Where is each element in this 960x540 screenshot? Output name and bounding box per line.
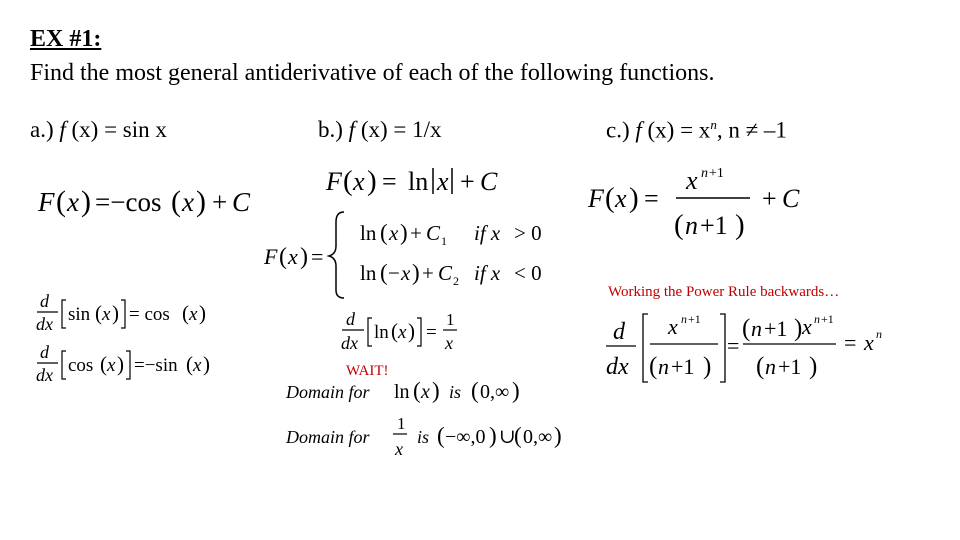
part-c-check <box>606 310 896 392</box>
svg-text:): ) <box>203 352 210 376</box>
svg-text:−∞,0: −∞,0 <box>445 426 486 448</box>
svg-text:n: n <box>681 312 687 326</box>
svg-text:Domain for: Domain for <box>286 427 370 447</box>
svg-text:): ) <box>735 209 745 241</box>
svg-text:+: + <box>410 221 422 245</box>
svg-text:=−cos: =−cos <box>95 187 162 217</box>
svg-text:cos: cos <box>68 355 94 376</box>
svg-text:(: ( <box>95 301 102 325</box>
svg-text:Domain for: Domain for <box>286 382 370 402</box>
svg-text:): ) <box>809 353 818 380</box>
svg-text:=: = <box>382 167 397 196</box>
svg-text:x: x <box>389 221 399 245</box>
svg-text:(: ( <box>674 209 684 241</box>
svg-text:=: = <box>844 330 857 355</box>
svg-text:d: d <box>40 291 49 311</box>
svg-text:x: x <box>437 167 449 196</box>
part-b-domain-ln <box>286 372 526 410</box>
svg-text:=: = <box>644 184 659 213</box>
svg-text:): ) <box>432 378 440 403</box>
part-b-label: b.) <box>318 117 343 142</box>
part-a-expr: (x) = sin x <box>71 117 167 142</box>
svg-text:x: x <box>288 244 298 269</box>
svg-text:n: n <box>701 166 708 181</box>
svg-text:(: ( <box>471 378 479 403</box>
svg-text:(: ( <box>279 244 287 270</box>
svg-text:> 0: > 0 <box>514 221 542 245</box>
svg-text:): ) <box>367 165 377 197</box>
svg-text:=: = <box>727 333 740 358</box>
svg-text:): ) <box>408 319 415 343</box>
svg-text:x: x <box>445 333 453 353</box>
svg-text:1: 1 <box>446 310 455 329</box>
svg-text:+1: +1 <box>709 166 724 181</box>
part-c-expr: (x) = x <box>647 117 711 143</box>
svg-text:x: x <box>395 439 403 459</box>
svg-text:): ) <box>300 244 308 270</box>
svg-text:2: 2 <box>453 274 459 288</box>
svg-text:(: ( <box>605 182 615 214</box>
part-b-header <box>318 117 442 143</box>
part-a-answer <box>38 180 268 224</box>
svg-text:dx: dx <box>36 314 53 334</box>
svg-text:−: − <box>388 261 400 285</box>
svg-text:): ) <box>703 353 712 380</box>
svg-text:+: + <box>460 167 475 196</box>
svg-text:x: x <box>686 166 698 195</box>
svg-text:): ) <box>629 182 639 214</box>
svg-text:x: x <box>102 304 111 325</box>
svg-text:0,∞: 0,∞ <box>523 426 553 448</box>
svg-text:): ) <box>400 220 408 245</box>
svg-text:1: 1 <box>441 234 447 248</box>
part-b-piecewise <box>264 208 554 300</box>
svg-text:ln: ln <box>360 221 377 245</box>
svg-text:0,∞: 0,∞ <box>480 381 510 403</box>
svg-text:ln: ln <box>408 167 429 196</box>
svg-text:(: ( <box>391 319 398 343</box>
svg-text:F: F <box>38 187 55 217</box>
svg-text:(: ( <box>413 378 421 403</box>
part-c-header <box>606 117 787 144</box>
svg-text:n: n <box>751 316 762 341</box>
svg-text:C: C <box>782 184 800 213</box>
svg-text:+1: +1 <box>764 316 788 341</box>
svg-text:F: F <box>264 244 278 269</box>
svg-text:x: x <box>802 314 812 339</box>
part-a-label: a.) <box>30 117 54 142</box>
svg-text:(: ( <box>756 353 765 380</box>
svg-text:d: d <box>613 319 625 345</box>
svg-text:x: x <box>615 184 627 213</box>
svg-text:): ) <box>412 260 420 285</box>
part-b-expr: (x) = 1/x <box>360 117 442 142</box>
svg-text:dx: dx <box>36 365 53 385</box>
svg-text:C: C <box>426 221 441 245</box>
svg-text:x: x <box>182 187 194 217</box>
svg-text:(: ( <box>171 185 181 218</box>
part-c-exp: n <box>710 117 717 132</box>
svg-text:if x: if x <box>474 221 501 245</box>
part-c-label: c.) <box>606 117 630 143</box>
svg-text:x: x <box>421 381 430 403</box>
svg-text:x: x <box>67 187 79 217</box>
svg-text:= cos: = cos <box>129 304 170 325</box>
svg-text:): ) <box>489 423 497 448</box>
part-a-check-sin <box>36 292 226 338</box>
svg-text:(: ( <box>742 315 751 342</box>
svg-text:ln: ln <box>360 261 377 285</box>
svg-text:): ) <box>117 352 124 376</box>
svg-text:(: ( <box>186 352 193 376</box>
svg-text:n: n <box>765 354 776 379</box>
svg-text:n: n <box>685 211 698 240</box>
svg-text:x: x <box>864 330 874 355</box>
svg-text:x: x <box>353 167 365 196</box>
svg-text:d: d <box>40 342 49 362</box>
note-working-backwards: Working the Power Rule backwards… <box>608 284 840 300</box>
part-a-check-cos <box>36 343 226 389</box>
svg-text:∪: ∪ <box>499 426 516 448</box>
part-b-domain-recip <box>286 412 571 464</box>
slide-title: EX #1: <box>30 26 102 52</box>
svg-text:(: ( <box>343 165 353 197</box>
part-b-f: f <box>348 117 356 142</box>
svg-text:d: d <box>346 309 355 329</box>
svg-text:dx: dx <box>341 333 358 353</box>
svg-text:n: n <box>814 312 820 326</box>
svg-text:ln: ln <box>374 322 389 343</box>
svg-text:F: F <box>326 167 342 196</box>
svg-text:is: is <box>449 382 462 402</box>
svg-text:x: x <box>398 322 407 343</box>
svg-text:x: x <box>189 304 198 325</box>
svg-text:dx: dx <box>606 354 629 380</box>
svg-text:(: ( <box>380 260 388 285</box>
part-b-check <box>340 308 470 358</box>
svg-text:+1: +1 <box>671 354 695 379</box>
svg-text:(: ( <box>514 423 522 448</box>
svg-text:C: C <box>438 261 453 285</box>
svg-text:=: = <box>426 322 437 343</box>
svg-text:x: x <box>401 261 411 285</box>
svg-text:+: + <box>422 261 434 285</box>
svg-text:(: ( <box>437 423 445 448</box>
part-a-header <box>30 117 167 143</box>
svg-text:=−sin: =−sin <box>134 355 178 376</box>
svg-text:=: = <box>311 244 324 269</box>
svg-text:+: + <box>212 187 228 217</box>
svg-text:C: C <box>480 167 498 196</box>
svg-text:if x: if x <box>474 261 501 285</box>
svg-text:ln: ln <box>394 381 410 403</box>
svg-text:+1: +1 <box>778 354 802 379</box>
part-a-f: f <box>59 117 66 142</box>
svg-text:(: ( <box>56 185 66 218</box>
svg-text:1: 1 <box>397 414 406 433</box>
svg-text:x: x <box>107 355 116 376</box>
svg-text:+1: +1 <box>688 312 701 326</box>
part-c-f: f <box>635 117 642 143</box>
svg-text:): ) <box>81 185 91 218</box>
svg-text:): ) <box>794 315 803 342</box>
part-c-answer <box>588 162 818 246</box>
part-c-cond: , n ≠ –1 <box>716 117 787 143</box>
note-wait: WAIT! <box>346 363 389 379</box>
svg-text:n: n <box>876 327 882 341</box>
svg-text:+1: +1 <box>700 211 728 240</box>
svg-text:F: F <box>588 184 604 213</box>
svg-text:(: ( <box>100 352 107 376</box>
svg-text:x: x <box>193 355 202 376</box>
svg-text:): ) <box>112 301 119 325</box>
svg-text:< 0: < 0 <box>514 261 542 285</box>
svg-text:+: + <box>762 184 777 213</box>
svg-text:): ) <box>512 378 520 403</box>
svg-text:C: C <box>232 187 251 217</box>
svg-text:): ) <box>199 301 206 325</box>
svg-text:+1: +1 <box>821 312 834 326</box>
svg-text:(: ( <box>182 301 189 325</box>
instruction-text: Find the most general antiderivative of each of the following functions. <box>30 60 715 86</box>
svg-text:): ) <box>196 185 206 218</box>
part-b-answer <box>326 162 516 202</box>
svg-text:x: x <box>668 314 678 339</box>
svg-text:(: ( <box>649 353 658 380</box>
svg-text:(: ( <box>380 220 388 245</box>
svg-text:): ) <box>554 423 562 448</box>
svg-text:n: n <box>658 354 669 379</box>
svg-text:sin: sin <box>68 304 91 325</box>
svg-text:is: is <box>417 427 430 447</box>
